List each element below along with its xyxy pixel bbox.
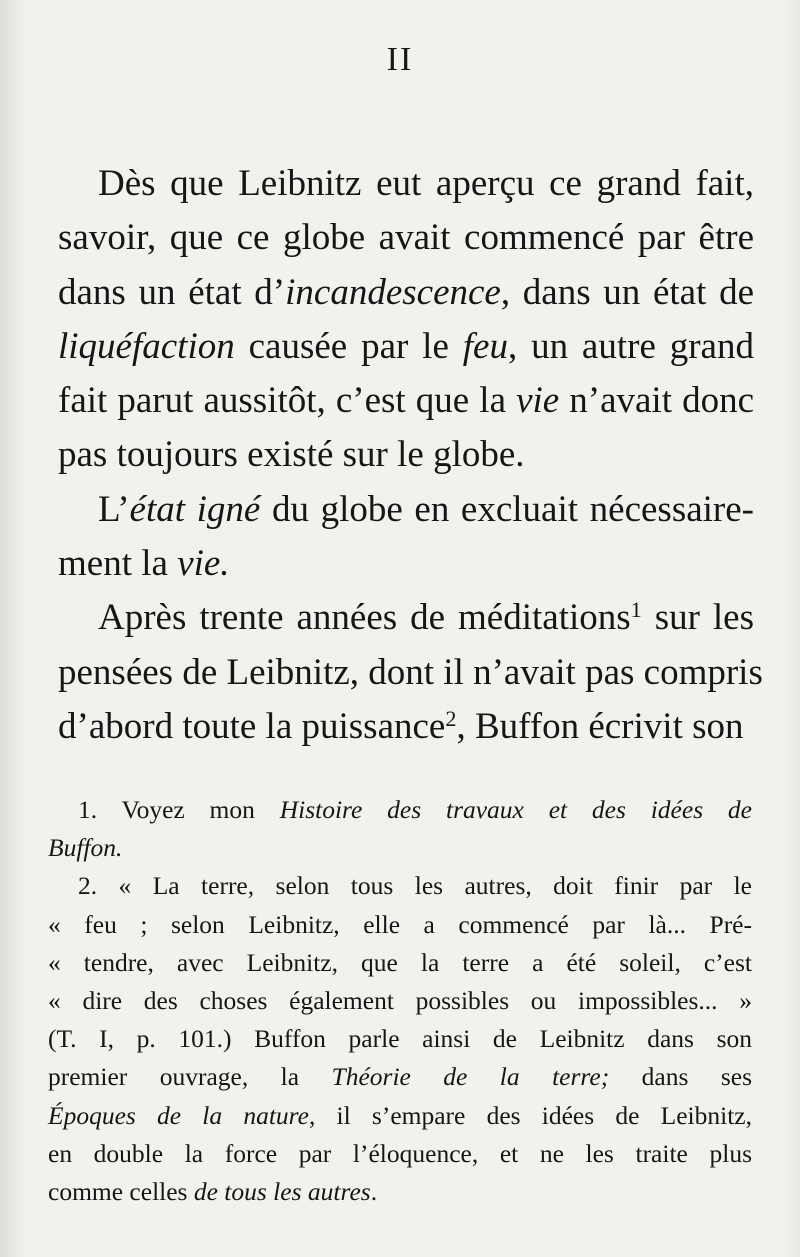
text-line <box>58 266 754 320</box>
footnote-line <box>48 1173 752 1211</box>
text-run: Après trente années de méditations <box>98 597 631 639</box>
italic-text: liquéfaction <box>58 325 235 367</box>
text-run: comme celles <box>48 1176 194 1206</box>
text-line <box>58 320 754 374</box>
footnote-line <box>48 791 752 829</box>
text-run: dans ses <box>609 1062 752 1092</box>
text-run: , un autre grand <box>507 325 754 367</box>
text-line <box>58 374 754 428</box>
italic-text: Théorie de la terre; <box>331 1062 610 1092</box>
footnote-line <box>48 829 752 867</box>
text-run: fait parut aussitôt, c’est que la <box>58 380 517 422</box>
text-run: du globe en excluait nécessaire- <box>260 488 754 530</box>
italic-text: feu <box>462 325 508 367</box>
text-run: « tendre, avec Leibnitz, que la terre a été soleil, c’est <box>48 947 752 977</box>
italic-text: Époques de la nature <box>48 1100 309 1130</box>
text-run: pas toujours existé sur le globe. <box>58 434 525 476</box>
footnote-line <box>48 982 752 1020</box>
italic-text: de tous les autres <box>193 1176 371 1206</box>
text-line <box>58 483 754 537</box>
footnote-line <box>48 906 752 944</box>
footnote-line <box>48 944 752 982</box>
text-run: ment la <box>58 543 178 585</box>
page-number: II <box>386 41 414 78</box>
main-text <box>58 157 763 754</box>
italic-text: état igné <box>129 488 261 530</box>
text-run: n’avait donc <box>559 380 754 422</box>
text-run: Dès que Leibnitz eut aperçu ce grand fait, <box>98 163 754 204</box>
text-run: 1. Voyez mon <box>78 795 280 824</box>
text-run: pensées de Leibnitz, dont il n’avait pas compris <box>58 651 763 693</box>
text-run: « feu ; selon Leibnitz, elle a commencé par là... Pré- <box>48 909 752 939</box>
text-line <box>58 591 754 645</box>
text-line <box>58 211 754 265</box>
text-run: sur les <box>641 597 754 639</box>
italic-text: vie <box>516 380 560 422</box>
footnote-line <box>48 1097 752 1135</box>
italic-text: Buffon. <box>48 833 123 863</box>
text-run: dans un état d’ <box>58 271 286 313</box>
text-run: premier ouvrage, la <box>48 1062 332 1092</box>
text-run: , dans un état de <box>500 271 755 313</box>
text-run: (T. I, p. 101.) Buffon parle ainsi de Leibnitz dans son <box>48 1024 752 1054</box>
text-run: d’abord toute la puissance <box>58 705 446 747</box>
text-line <box>58 646 763 700</box>
text-line <box>58 700 754 754</box>
footnote-line <box>48 1135 752 1173</box>
text-line <box>58 537 754 591</box>
text-run: . <box>370 1176 378 1206</box>
footnote-line <box>48 1058 752 1096</box>
text-run: , il s’empare des idées de Leibnitz, <box>308 1100 752 1130</box>
text-line <box>58 428 754 482</box>
italic-text: vie. <box>177 543 230 585</box>
text-run: causée par le <box>234 325 463 367</box>
footnotes <box>48 791 752 1211</box>
italic-text: Histoire des travaux et des idées de <box>279 795 752 824</box>
footnote-reference: 2 <box>445 705 457 731</box>
text-run: 2. « La terre, selon tous les autres, doit finir par le <box>78 871 752 901</box>
text-run: L’ <box>98 488 130 530</box>
italic-text: incandescence <box>285 271 501 313</box>
text-run: « dire des choses également possibles ou impossibles... » <box>48 985 752 1015</box>
text-run: , Buffon écrivit son <box>456 705 744 747</box>
footnote-line <box>48 867 752 905</box>
text-run: savoir, que ce globe avait commencé par être <box>58 217 754 259</box>
footnote-line <box>48 1020 752 1058</box>
text-line <box>58 157 754 211</box>
footnote-reference: 1 <box>630 597 642 623</box>
text-run: en double la force par l’éloquence, et ne les traite plus <box>48 1138 752 1168</box>
